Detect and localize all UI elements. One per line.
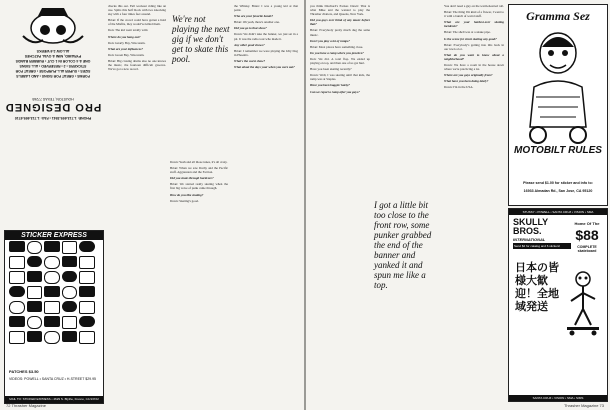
sticker-logo: [62, 301, 78, 312]
interview-question: Where do you hang out?: [108, 34, 141, 39]
sticker-logo: [44, 256, 60, 269]
interview-question: Any other good shows?: [234, 42, 265, 47]
ad-line: PYRAMID, MINI & OVAL PATCHES: [24, 54, 82, 58]
article-paragraph: Brian: Everybody's getting into this back in our town a lot.: [444, 42, 504, 51]
article-paragraph: Brian: When we saw Darby and the Pacific stuff. Aggression and the Faction.: [170, 166, 228, 175]
article-paragraph: Don: Gnarly Bay, Wisconsin.: [108, 40, 146, 45]
sticker-logo: [9, 271, 25, 284]
pro-designed-ad: [4, 84, 102, 122]
ad-line: SIZES • SUPER ALL-PURPOSE • GREAT FOR: [15, 69, 91, 73]
interview-question: Don't you play a lot of ramps?: [310, 38, 350, 43]
page-folio: 72 Thrasher Magazine: [6, 403, 46, 408]
gramma-sez-ad: [508, 4, 608, 206]
skully-side: SANTA CRUZ • VISION • SMA • SIMS: [509, 395, 607, 401]
ad-line: STICKERS • 2 • RESERVED • ALL SIGNS: [19, 64, 87, 68]
article-paragraph: checks this out. Full workout riding like an axe. Splits this half block with two knocking sky with a four times feet around.: [108, 4, 166, 17]
pull-quote-text: I got a little bit too close to the front row, some punker grabbed the end of the banner and yanked it and spun me like a top.: [374, 200, 432, 290]
article-column-3: [234, 4, 298, 400]
sticker-logo: [27, 331, 43, 342]
sticker-logo: [9, 301, 25, 314]
sticker-logo: [79, 301, 95, 314]
sticker-logo: [79, 316, 95, 327]
interview-question: What are your influences?: [108, 46, 143, 51]
sticker-logo: [9, 331, 25, 344]
motobilt-illustration: [516, 27, 600, 147]
sticker-logo: [44, 316, 60, 327]
left-page: [0, 0, 304, 410]
article-paragraph: you think Dischord's Packer. Dawn: That is what Mike and the wanted to play the Thrasher chatters, and Queens, New York.: [310, 4, 370, 17]
article-paragraph: Brian: If the crowd could have gotten a hold of the Misfits, they would've killed them.: [108, 18, 166, 27]
pro-designed-sub: HOUSTON, TEXAS 77265: [32, 97, 74, 101]
article-paragraph: Brian: Most places have something close.: [310, 44, 364, 49]
interview-question: What do you want to know about a neighborhood?: [444, 52, 504, 61]
skeleton-skater-illustration: [563, 269, 603, 339]
ad-line: FORMS • GREAT FOR SIGNS • AND LABELS: [16, 74, 90, 78]
article-paragraph: Dawn: Skating's good.: [170, 198, 199, 203]
interview-question: Did you skate through hardcore?: [170, 176, 214, 181]
videos-price: VIDEOS: POWELL • SANTA CRUZ • H-STREET $29.95: [9, 377, 96, 381]
home-of-label: Home Of The: [574, 221, 600, 226]
interview-question: Did you go to that show?: [234, 26, 267, 31]
skull-illustration: [18, 6, 88, 46]
complete-tagline: COMPLETE skateboard: [577, 245, 597, 253]
interview-question: What about the days your when you were out?: [234, 65, 295, 70]
sticker-logo: [44, 331, 60, 344]
sticker-express-title: STICKER EXPRESS: [5, 231, 103, 240]
article-column-2: [170, 160, 228, 400]
article-paragraph: Dawn: I'm in the USA.: [444, 85, 474, 90]
interview-question: Can we report a ramp after you guys?: [310, 89, 360, 94]
pull-quote: [374, 200, 438, 290]
sticker-logo: [27, 316, 43, 329]
ad-line: ONE & 4 COLOR IN 1 CUT • RUBBER BANDS: [15, 59, 91, 63]
sticker-logo: [79, 271, 95, 284]
pro-designed-title: PRO DESIGNED: [4, 101, 102, 113]
gramma-address: 16933 Almadan Rd., San Jose, CA 95120: [523, 189, 593, 193]
sticker-logo: [44, 271, 60, 284]
skully-bros-ad: [508, 208, 608, 402]
skully-sub: INTERNATIONAL: [513, 237, 546, 242]
sticker-logo: [62, 271, 78, 282]
sticker-logo: [62, 286, 78, 299]
interview-question: How do you like skating?: [170, 192, 204, 197]
article-paragraph: Brian: We started really skating when the first big wave of punk came through.: [170, 182, 228, 191]
right-page: [306, 0, 610, 410]
article-paragraph: Brian: The thing I'm kind of a flower, I went to it with a bunch of weird stuff.: [444, 10, 504, 19]
sticker-logo: [62, 316, 78, 329]
price-88: $88: [575, 227, 599, 243]
japanese-text: 日本の皆様大歓迎！全地域発送: [515, 261, 559, 313]
interview-question: What are your hardest-ever skating incidents?: [444, 20, 504, 29]
article-paragraph: Dawn: We have a room in the house down where we're practicing a lot.: [444, 63, 504, 72]
interview-question: Who are your favorite bands?: [234, 14, 274, 19]
interview-question: Do you have a ramp where you practice?: [310, 50, 364, 55]
sticker-logo: [44, 241, 60, 252]
sticker-logo: [27, 271, 43, 282]
article-paragraph: Dawn: Yeah and all those tunes, it's all crazy.: [170, 160, 228, 164]
motobilt-text: MOTOBILT RULES: [514, 145, 602, 156]
article-paragraph: Brian: The shell was at a snake pipe.: [444, 30, 491, 35]
sticker-logo: [62, 241, 78, 254]
sticker-logo: [27, 241, 43, 254]
article-paragraph: Brian: Big crusing drums also no one knows the music, the fourteen difficult grooves. We've got a new record.: [108, 58, 166, 72]
ad-line: ALLOW 2-6 WEEKS: [36, 49, 70, 53]
interview-question: Have you been buggin' lately?: [310, 83, 350, 88]
sticker-logo: [79, 286, 95, 297]
article-column-1: [108, 4, 166, 400]
patches-price: PATCHES $3.50: [9, 369, 39, 374]
sticker-logo: [9, 241, 25, 252]
sticker-logo: [79, 256, 95, 269]
sticker-logo: [79, 241, 95, 252]
sticker-logo: [44, 301, 60, 314]
gramma-caption: Please send $1.00 for sticker and info to:: [523, 181, 593, 185]
article-paragraph: Dawn: Well, I was skating until that kids, the ramp was at Staples.: [310, 73, 370, 82]
sticker-logo: [62, 256, 78, 267]
article-paragraph: Brian: Oh yeah, there's another one.: [234, 20, 280, 25]
interview-question: Where are you guys originally from?: [444, 73, 493, 78]
article-paragraph: Don: We did. A total flop. We ended up playing on top, and then one of us got hurt.: [310, 56, 370, 66]
article-column-5: [444, 4, 504, 400]
pull-quote: [172, 14, 234, 64]
skully-brand: SKULLY BROS.: [513, 217, 549, 236]
sticker-logo: [27, 256, 43, 267]
sticker-express-footer: MAIL TO: STICKER EXPRESS • 4629 S. Blythe, Fresno, CA 93722: [5, 396, 103, 403]
sticker-logo: [62, 331, 78, 342]
article-paragraph: Brian: Everybody pretty much dug the same music.: [310, 28, 370, 37]
sticker-logo: [9, 316, 25, 327]
article-paragraph: Brian: I remember we were playing the Ichy Dog in Phoenix.: [234, 48, 298, 57]
interview-question: What have you been doing lately?: [444, 79, 489, 84]
sticker-logo: [9, 286, 25, 297]
article-paragraph: the Whisky. Brian: I was a young kid at that point.: [234, 4, 298, 13]
article-paragraph: You don't need a guy on the warm-hearted roll.: [444, 4, 504, 8]
gramma-sez-title: Gramma Sez: [526, 9, 590, 23]
article-column-4: [310, 4, 370, 400]
sticker-logo: [27, 286, 43, 299]
sticker-grid: [9, 241, 95, 344]
upside-down-print-ad: [4, 4, 102, 82]
page-folio: Thrasher Magazine 73: [563, 403, 604, 408]
interview-question: Did you guys ever think of any music before that?: [310, 18, 370, 27]
skully-header: STUSSY • POWELL • SANTA CRUZ • VISION • SMA: [509, 209, 607, 215]
interview-question: What's the worst show?: [234, 58, 266, 63]
skully-note: Send $2 for catalog and 6 stickers!: [513, 243, 571, 249]
sticker-logo: [9, 256, 25, 269]
article-paragraph: Don: Green Bay, Wisconsin.: [108, 52, 145, 57]
ad-contact: PHONE: 1-713-695-3541 • FAX: 1-713-695-6710: [14, 116, 92, 120]
interview-question: Is the scene for street skating any good?: [444, 36, 497, 41]
sticker-logo: [79, 331, 95, 344]
article-paragraph: Have you been skating recently?: [310, 67, 352, 72]
article-paragraph: Dawn: We didn't take the banner, we just sat in a pit. It was the radio tour who made it.: [234, 32, 298, 41]
pull-quote-text: We're not playing the next gig if we don't get to skate this pool.: [172, 14, 230, 64]
article-paragraph: Don: The kid went totally wild.: [108, 28, 149, 33]
sticker-logo: [44, 286, 60, 297]
sticker-logo: [27, 301, 43, 312]
sticker-express-ad: [4, 230, 104, 404]
